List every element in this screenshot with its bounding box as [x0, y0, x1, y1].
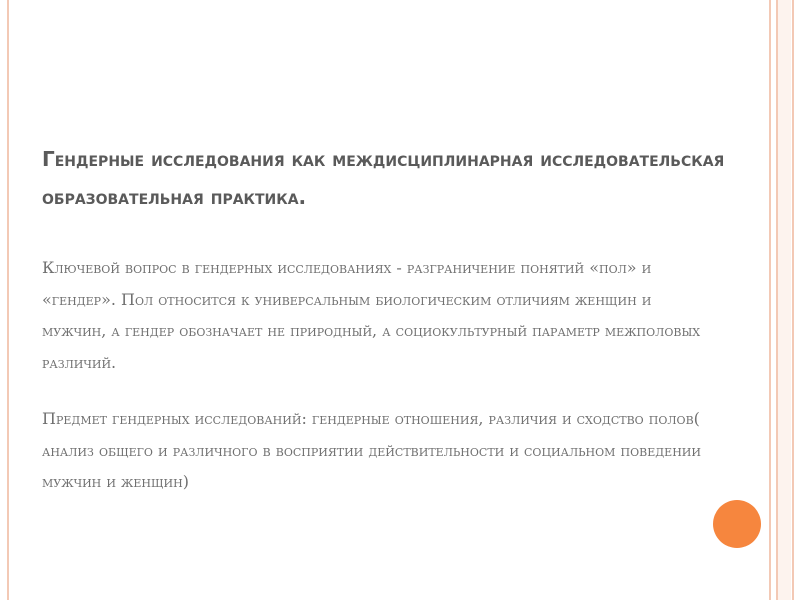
slide-title: Гендерные исследования как междисциплинарная исследовательская образовательная практика. [42, 147, 725, 209]
right-decorative-line [792, 0, 794, 600]
orange-circle-decoration [713, 500, 761, 548]
right-decorative-band [778, 0, 791, 600]
body-paragraph-subject: Предмет гендерных исследований: гендерные отношения, различия и сходство полов( анализ общего и различного в восприятии действительности и социальном поведении мужчин и женщин) [42, 409, 701, 491]
right-decorative-line [776, 0, 778, 600]
left-decorative-line [7, 0, 9, 600]
body-paragraph-definition: Ключевой вопрос в гендерных исследованиях - разграничение понятий «пол» и «гендер». Пол относится к универсальным биологическим отличиям женщин и мужчин, а гендер обозначает не природный, а социокультурный параметр межполовых различий. [42, 258, 701, 372]
right-decorative-line [769, 0, 771, 600]
